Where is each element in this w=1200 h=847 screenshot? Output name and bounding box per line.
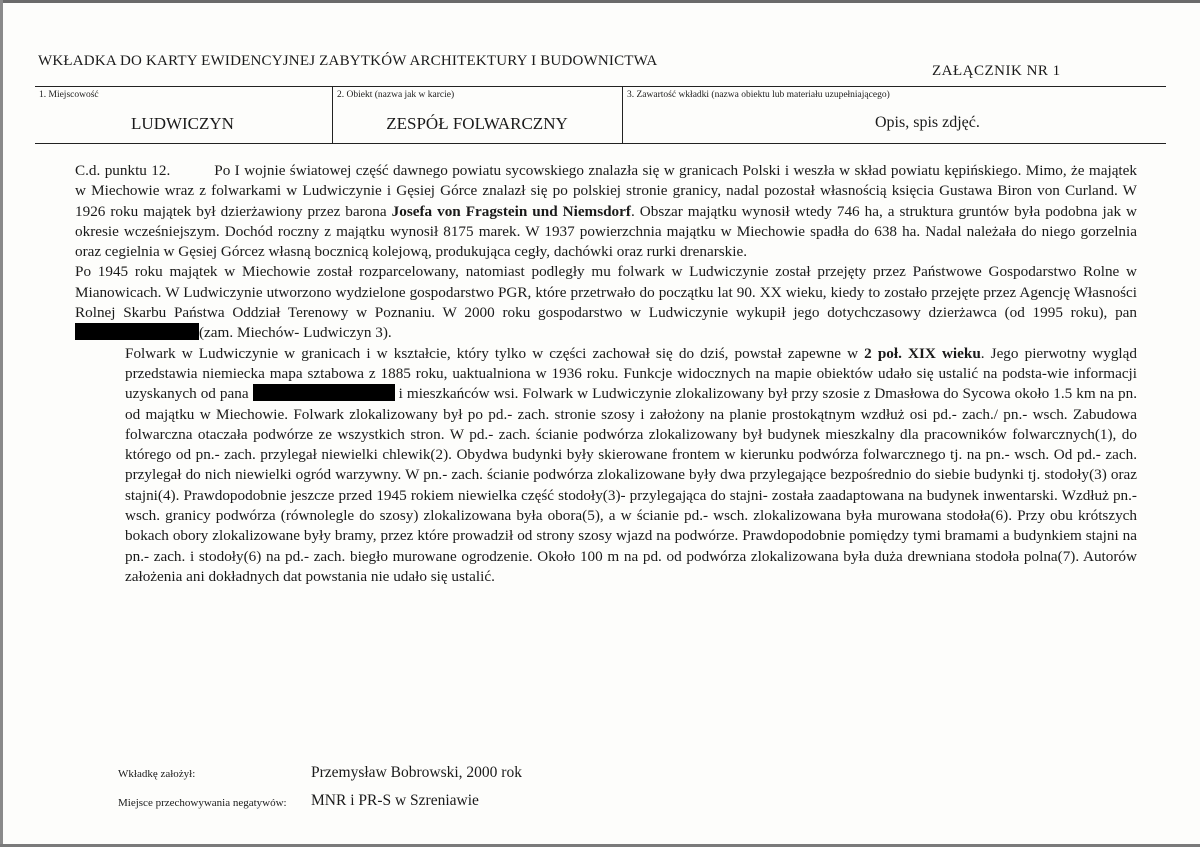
content-label: 3. Zawartość wkładki (nazwa obiektu lub materiału uzupełniającego): [627, 90, 890, 100]
author-value: Przemysław Bobrowski, 2000 rok: [311, 764, 522, 781]
storage-label: Miejsce przechowywania negatywów:: [118, 797, 287, 809]
paragraph-1: [75, 161, 1137, 262]
paragraph-1-text-b: . Obszar majątku wynosił wtedy 746 ha, a struktura gruntów była podobna jak w okresie wcześniejszym. Dochód roczny z majątku wynosił 8175 marek. W 1937 powierzchnia majątku w Miechowie spadła do 638 ha. Nadal należała do niego gorzelnia oraz cegielnia w Gęsiej Górcez własną bocznicą kolejową, produkująca cegły, dachówki oraz rurki drenarskie.: [75, 202, 1138, 261]
object-value: ZESPÓŁ FOLWARCZNY: [386, 114, 568, 133]
paragraph-2-text-b: (zam. Miechów- Ludwiczyn 3).: [199, 324, 392, 342]
document-title: WKŁADKA DO KARTY EWIDENCYJNEJ ZABYTKÓW ARCHITEKTURY I BUDOWNICTWA: [38, 53, 658, 69]
paragraph-1-bold: Josefa von Fragstein und Niemsdorf: [391, 202, 631, 220]
paragraph-2-text-a: Po 1945 roku majątek w Miechowie został rozparcelowany, natomiast podległy mu folwark w Ludwiczynie został przejęty przez Państwowe Gospodarstwo Rolne w Mianowicach. W Ludwiczynie utworzono wydzielone gospodarstwo PGR, które przetrwało do początku lat 90. XX wieku, kiedy to zostało przejęte przez Agencję Własności Rolnej Skarbu Państwa Oddział Terenowy w Poznaniu. W 2000 roku gospodarstwo w Ludwiczynie wykupił jego dotychczasowy dzierżawca (od 1995 roku), pan: [75, 263, 1137, 322]
body-text: [75, 161, 1137, 587]
content-value: Opis, spis zdjęć.: [875, 114, 980, 131]
paragraph-3-bold: 2 poł. XIX wieku: [864, 344, 981, 362]
object-label: 2. Obiekt (nazwa jak w karcie): [337, 90, 455, 100]
scan-edge-left: [0, 0, 3, 847]
header-cell-object: [332, 87, 621, 143]
paragraph-3-text-c: i mieszkańców wsi. Folwark w Ludwiczynie zlokalizowany był przy szosie z Dmasłowa do Sycowa około 1.5 km na pn. od majątku w Miechowie. Folwark zlokalizowany był po pd.- zach. stronie szosy i założony na planie prostokątnym wzdłuż osi pd.- zach./ pn.- wsch. Zabudowa folwarczna otaczała podwórze ze wszystkich stron. W pd.- zach. ścianie podwórza zlokalizowany był budynek mieszkalny dla pracowników folwarcznych(1), do którego od pn.- zach. przylegał niewielki chlewik(2). Obydwa budynki były skierowane frontem w kierunku podwórza folwarcznego tj. na pn.- wsch. Od pd.- zach. przylegał do nich niewielki ogród warzywny. W pn.- zach. ścianie podwórza zlokalizowane były dwa przylegające bezpośrednio do siebie budynki tj. stodoły(3) oraz stajni(4). Prawdopodobnie jeszcze przed 1945 rokiem niewielka część stodoły(3)- przylegająca do stajni- została zaadaptowana na budynek inwentarski. Wzdłuż pn.- wsch. granicy podwórza (równolegle do szosy) zlokalizowana była obora(5), a w ścianie pd.- wsch. zlokalizowana była murowana stodoła(6). Przy obu krótszych bokach obory zlokalizowane były bramy, przez które prowadził od strony szosy wjazd na podwórze. Prawdopodobnie pomiędzy tymi bramami a budynkiem stajni na pn.- zach. i stodoły(6) na pd.- zach. biegło murowane ogrodzenie. Około 100 m na pd. od podwórza zlokalizowana była duża drewniana stodoła polna(7). Autorów założenia ani dokładnych dat powstania nie udało się ustalić.: [125, 385, 1138, 585]
paragraph-3-text-a: Folwark w Ludwiczynie w granicach i w kształcie, który tylko w części zachował się do dziś, powstał zapewne w: [125, 344, 859, 362]
paragraph-2: [75, 262, 1137, 343]
header-cell-content: [622, 87, 1167, 143]
locality-value: LUDWICZYN: [131, 114, 234, 133]
paragraph-3: [75, 344, 1137, 588]
appendix-number: ZAŁĄCZNIK NR 1: [932, 63, 1061, 79]
redaction-block: [75, 323, 199, 340]
locality-label: 1. Miejscowość: [39, 90, 99, 100]
redaction-block: [253, 384, 395, 401]
author-label: Wkładkę założył:: [118, 768, 196, 780]
header-table: [35, 86, 1166, 144]
paragraph-3-text-b: . Jego pierwotny wygląd przedstawia niemiecka mapa sztabowa z 1885 roku, uaktualniona w 1936 roku. Funkcje widocznych na mapie obiektów udało się ustalić na podsta-wie informacji uzyskanych od pana: [125, 344, 1137, 403]
header-cell-locality: [35, 87, 330, 143]
paragraph-1-text-a: Po I wojnie światowej część dawnego powiatu sycowskiego znalazła się w granicach Polski i weszła w skład powiatu kępińskiego. Mimo, że majątek w Miechowie wraz z folwarkami w Ludwiczynie i Gęsiej Górce znalazł się po polskiej stronie granicy, nadal pozostał własnością księcia Gustawa Biron von Curland. W 1926 roku majątek był dzierżawiony przez barona: [75, 162, 1137, 220]
scan-edge-top: [0, 0, 1200, 3]
paragraph-1-prefix: C.d. punktu 12.: [75, 162, 171, 179]
storage-value: MNR i PR-S w Szreniawie: [311, 792, 479, 809]
